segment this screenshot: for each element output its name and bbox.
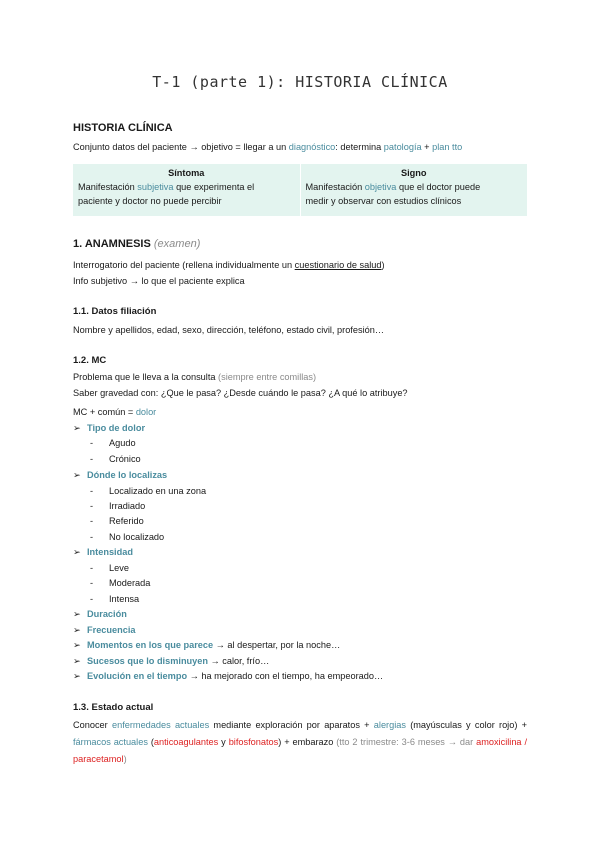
bullet-intensidad [73, 547, 133, 558]
estado-p12: (tto 2 trimestre: 3-6 meses → dar [336, 737, 477, 747]
cuestionario-link: cuestionario de salud [294, 260, 382, 270]
estado-p1: Conocer [73, 720, 112, 730]
list-item [90, 486, 206, 496]
bullet-evolucion [73, 671, 383, 682]
bullet-donde [73, 470, 167, 481]
estado-p3: mediante exploración por aparatos + [209, 720, 374, 730]
signo-text-a: Manifestación [305, 182, 365, 192]
bullet-frecuencia [73, 625, 136, 636]
estado-p7: ( [147, 737, 154, 747]
estado-p14: ) [123, 754, 127, 764]
bullet-intensidad-label: Intensidad [87, 547, 133, 557]
signo-cell [300, 164, 528, 216]
arrow-bullet-icon: ➢ [73, 671, 81, 681]
anamnesis-line1-a: Interrogatorio del paciente (rellena individualmente un [73, 260, 295, 270]
signo-text [306, 180, 523, 208]
bullet-momentos-label: Momentos en los que parece [87, 640, 214, 650]
list-item-label: Intensa [109, 594, 140, 604]
arrow-bullet-icon: ➢ [73, 547, 81, 557]
estado-p9: y [218, 737, 229, 747]
arrow-bullet-icon: ➢ [73, 640, 81, 650]
arrow-bullet-icon: ➢ [73, 423, 81, 433]
estado-p5: (mayúsculas y color rojo) + [405, 720, 527, 730]
list-item [90, 454, 141, 464]
mc-line1-a: Problema que le lleva a la consulta [73, 372, 219, 382]
list-item-label: Referido [109, 516, 144, 526]
intro-diagnostico: diagnóstico [288, 142, 336, 152]
intro-line [73, 142, 462, 152]
estado-alergias: alergias [373, 720, 406, 730]
estado-anticoagulantes: anticoagulantes [153, 737, 219, 747]
list-item-label: Leve [109, 563, 129, 573]
bullet-donde-label: Dónde lo localizas [87, 470, 168, 480]
arrow-bullet-icon: ➢ [73, 609, 81, 619]
sintoma-subjetiva: subjetiva [137, 182, 174, 192]
bullet-momentos-text: → al despertar, por la noche… [213, 640, 341, 650]
list-item [90, 438, 136, 448]
sintoma-text-c: que experimenta el [173, 182, 255, 192]
anamnesis-line2: Info subjetivo → lo que el paciente explica [73, 276, 245, 286]
estado-paragraph [73, 717, 527, 768]
mc-line3 [73, 407, 156, 417]
anamnesis-note: (examen) [153, 238, 201, 250]
bullet-sucesos [73, 656, 269, 667]
dash-icon: - [90, 486, 94, 496]
bullet-evolucion-text: → ha mejorado con el tiempo, ha empeorado… [187, 671, 384, 681]
dash-icon: - [90, 438, 94, 448]
estado-amoxicilina: amoxicilina / paracetamol [73, 737, 527, 764]
estado-enfermedades: enfermedades actuales [111, 720, 210, 730]
estado-farmacos: fármacos actuales [73, 737, 148, 747]
arrow-bullet-icon: ➢ [73, 470, 81, 480]
anamnesis-line1 [73, 260, 385, 270]
filiacion-text: Nombre y apellidos, edad, sexo, dirección, teléfono, estado civil, profesión… [73, 325, 385, 335]
bullet-duracion-label: Duración [87, 609, 127, 619]
anamnesis-line1-c: ) [381, 260, 385, 270]
intro-heading: HISTORIA CLÍNICA [73, 122, 173, 134]
list-item [90, 578, 150, 588]
list-item [90, 516, 144, 526]
sintoma-text-d: paciente y doctor no puede percibir [78, 196, 222, 206]
list-item-label: Moderada [109, 578, 151, 588]
estado-heading: 1.3. Estado actual [73, 702, 154, 713]
intro-text-e: + [421, 142, 433, 152]
sintoma-cell [73, 164, 300, 216]
mc-line1-b: (siempre entre comillas) [218, 372, 317, 382]
mc-dolor: dolor [135, 407, 157, 417]
sintoma-text [78, 180, 295, 208]
estado-p11: ) + embarazo [278, 737, 337, 747]
intro-plan: plan tto [432, 142, 463, 152]
list-item-label: Localizado en una zona [109, 486, 207, 496]
list-item [90, 563, 129, 573]
arrow-bullet-icon: ➢ [73, 625, 81, 635]
bullet-frecuencia-label: Frecuencia [87, 625, 136, 635]
bullet-tipo [73, 423, 145, 434]
signo-text-c: que el doctor puede [396, 182, 481, 192]
intro-patologia: patología [383, 142, 422, 152]
intro-text-c: : determina [335, 142, 384, 152]
mc-heading: 1.2. MC [73, 355, 107, 366]
bullet-tipo-label: Tipo de dolor [87, 423, 146, 433]
signo-header: Signo [400, 168, 427, 178]
sintoma-text-a: Manifestación [78, 182, 138, 192]
intro-text-a: Conjunto datos del paciente → objetivo = llegar a un [73, 142, 289, 152]
mc-line1 [73, 372, 316, 382]
list-item [90, 532, 164, 542]
list-item-label: Crónico [109, 454, 141, 464]
dash-icon: - [90, 532, 94, 542]
list-item-label: Agudo [109, 438, 136, 448]
mc-line2: Saber gravedad con: ¿Que le pasa? ¿Desde cuándo le pasa? ¿A qué lo atribuye? [73, 388, 408, 398]
bullet-duracion [73, 609, 127, 620]
dash-icon: - [90, 454, 94, 464]
filiacion-heading: 1.1. Datos filiación [73, 306, 157, 317]
bullet-sucesos-text: → calor, frío… [208, 656, 270, 666]
list-item-label: No localizado [109, 532, 165, 542]
bullet-sucesos-label: Sucesos que lo disminuyen [87, 656, 208, 666]
signo-objetiva: objetiva [364, 182, 397, 192]
page-title: T-1 (parte 1): HISTORIA CLÍNICA [152, 73, 448, 91]
dash-icon: - [90, 578, 94, 588]
sintoma-header: Síntoma [168, 168, 205, 178]
dash-icon: - [90, 563, 94, 573]
anamnesis-title: 1. ANAMNESIS [73, 238, 151, 250]
arrow-bullet-icon: ➢ [73, 656, 81, 666]
list-item-label: Irradiado [109, 501, 146, 511]
estado-bifosfonatos: bifosfonatos [228, 737, 279, 747]
list-item [90, 594, 139, 604]
bullet-evolucion-label: Evolución en el tiempo [87, 671, 188, 681]
bullet-momentos [73, 640, 340, 651]
anamnesis-heading [73, 238, 200, 250]
sintoma-signo-table [73, 164, 527, 216]
list-item [90, 501, 145, 511]
mc-line3-a: MC + común = [73, 407, 136, 417]
dash-icon: - [90, 516, 94, 526]
signo-text-d: medir y observar con estudios clínicos [305, 196, 462, 206]
dash-icon: - [90, 501, 94, 511]
dash-icon: - [90, 594, 94, 604]
